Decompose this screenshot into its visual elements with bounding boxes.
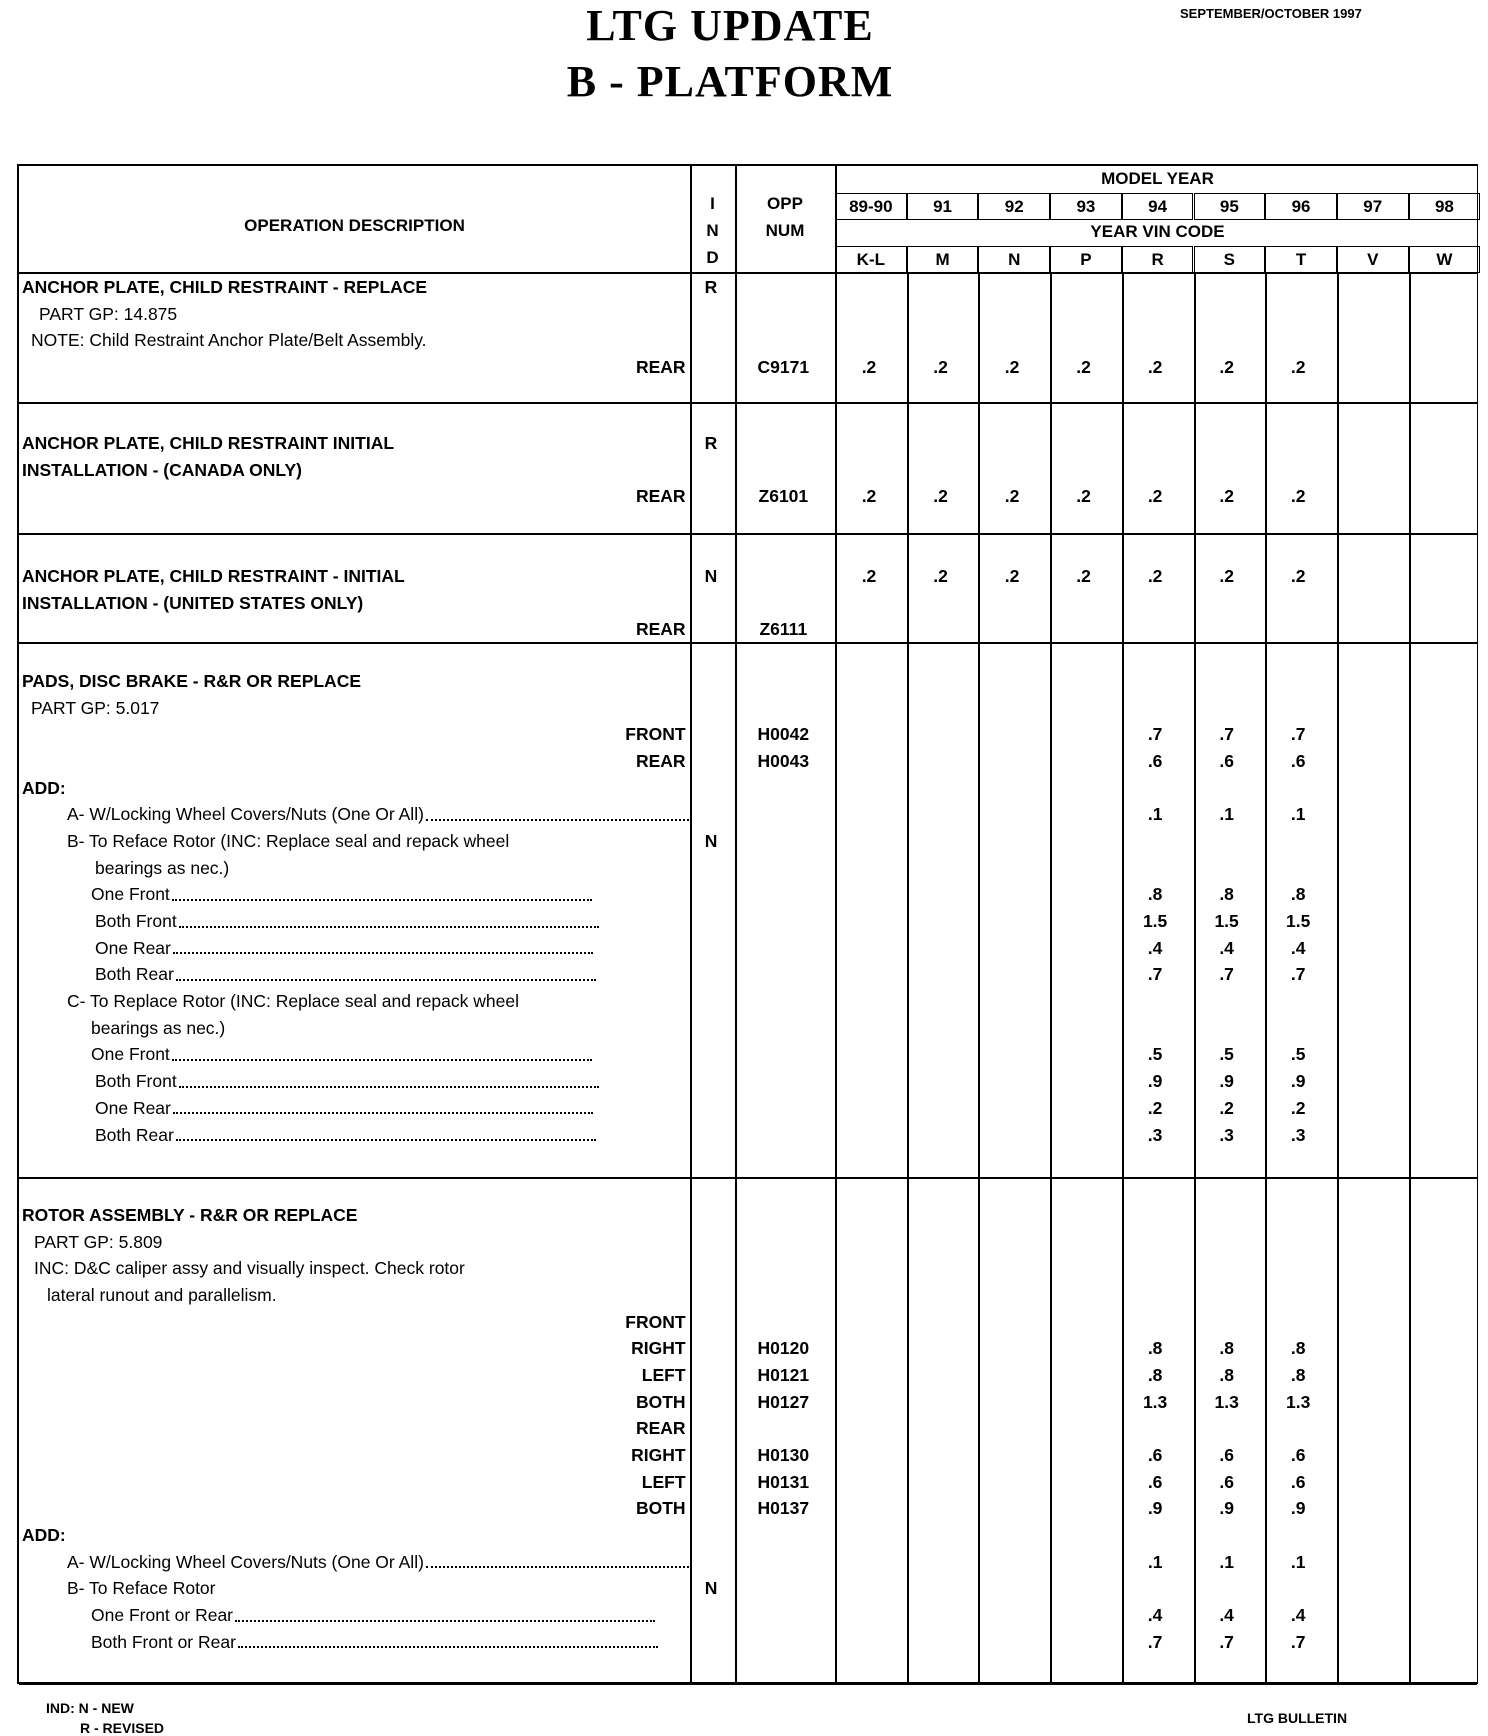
operation-description: [19, 616, 689, 643]
operation-description: [19, 828, 689, 855]
description-text: ADD:: [22, 1525, 66, 1546]
description-text: lateral runout and parallelism.: [47, 1284, 277, 1305]
operation-description: [19, 1229, 689, 1256]
dot-leader: [172, 1059, 592, 1061]
operation-description: [19, 483, 689, 510]
labor-time-value: .4: [1219, 1605, 1234, 1626]
opp-number: H0043: [757, 750, 810, 771]
labor-time-value: .8: [1147, 884, 1163, 905]
description-text: ANCHOR PLATE, CHILD RESTRAINT - REPLACE: [22, 276, 428, 297]
labor-time-value: .2: [1219, 486, 1234, 507]
table-row: [19, 668, 1477, 695]
description-text: PADS, DISC BRAKE - R&R OR REPLACE: [22, 670, 362, 691]
operation-description: [19, 1015, 689, 1042]
year-header: 94: [1122, 193, 1194, 220]
table-row: [19, 327, 1477, 354]
labor-time-value: .6: [1290, 1445, 1306, 1466]
ind-code: R: [704, 432, 718, 453]
labor-time-value: .5: [1219, 1044, 1234, 1065]
labor-time-value: .7: [1290, 724, 1306, 745]
labor-time-value: .1: [1219, 1551, 1234, 1572]
labor-time-value: 1.5: [1142, 911, 1168, 932]
operation-description: [19, 1335, 689, 1362]
vin-code-header: V: [1337, 246, 1409, 273]
labor-time-value: .2: [1219, 1097, 1234, 1118]
labor-time-value: .2: [933, 356, 948, 377]
labor-time-value: .2: [933, 565, 948, 586]
labor-time-value: 1.5: [1285, 911, 1311, 932]
table-row: [19, 430, 1477, 457]
operation-description: [19, 962, 689, 989]
table-row: [19, 1522, 1477, 1549]
opp-number: H0131: [757, 1471, 810, 1492]
opp-number: Z6101: [758, 486, 809, 507]
description-text: One Front: [91, 884, 170, 905]
table-row: [19, 1549, 1477, 1576]
labor-time-value: .8: [1290, 884, 1306, 905]
table-row: [19, 1068, 1477, 1095]
description-text: One Front: [91, 1044, 170, 1065]
operation-description: [19, 801, 689, 828]
year-header: 93: [1050, 193, 1122, 220]
vin-code-header: T: [1265, 246, 1337, 273]
operation-description: [19, 775, 689, 802]
vin-code-header: P: [1050, 246, 1122, 273]
labor-time-value: .9: [1219, 1071, 1234, 1092]
opp-number: Z6111: [759, 619, 808, 640]
table-row: [19, 616, 1477, 643]
vin-code-header: YEAR VIN CODE: [1090, 222, 1225, 241]
table-row: [19, 1042, 1477, 1069]
ind-code: N: [704, 830, 718, 851]
labor-time-value: .8: [1147, 1338, 1163, 1359]
ind-header-i: I: [710, 194, 715, 213]
opp-number: H0127: [757, 1391, 810, 1412]
labor-time-value: .8: [1219, 1338, 1234, 1359]
operation-description: [19, 1255, 689, 1282]
table-row: [19, 962, 1477, 989]
labor-time-value: .9: [1147, 1071, 1163, 1092]
labor-time-value: 1.3: [1286, 1391, 1311, 1412]
operation-description: [19, 1576, 689, 1603]
dot-leader: [176, 1139, 596, 1141]
labor-time-value: .2: [1076, 565, 1091, 586]
labor-time-value: .1: [1219, 804, 1234, 825]
description-text: Both Front: [95, 911, 177, 932]
labor-time-value: .9: [1290, 1498, 1306, 1519]
description-text: INSTALLATION - (CANADA ONLY): [22, 459, 302, 480]
labor-time-value: .6: [1219, 750, 1234, 771]
operation-description: [19, 1389, 689, 1416]
operation-description: [19, 695, 689, 722]
labor-time-value: .2: [1290, 1097, 1306, 1118]
table-row: [19, 801, 1477, 828]
operation-description: [19, 1522, 689, 1549]
dot-leader: [426, 819, 689, 821]
vin-code-header: R: [1122, 246, 1194, 273]
position-label: BOTH: [635, 1391, 686, 1412]
table-row: [19, 828, 1477, 855]
description-text: B- To Reface Rotor (INC: Replace seal and repack wheel: [67, 830, 510, 851]
labor-time-value: .7: [1290, 1631, 1306, 1652]
labor-time-value: .1: [1147, 1551, 1163, 1572]
labor-time-value: .2: [1290, 486, 1306, 507]
labor-time-value: .4: [1290, 1605, 1306, 1626]
labor-time-value: .6: [1290, 750, 1306, 771]
operation-description: [19, 430, 689, 457]
description-text: ROTOR ASSEMBLY - R&R OR REPLACE: [22, 1204, 358, 1225]
position-label: FRONT: [625, 724, 686, 745]
position-label: LEFT: [641, 1364, 686, 1385]
labor-time-value: .5: [1147, 1044, 1163, 1065]
operation-section: [19, 535, 1477, 644]
description-text: bearings as nec.): [95, 857, 230, 878]
vin-code-header: S: [1194, 246, 1266, 273]
operation-description: [19, 1282, 689, 1309]
description-text: Both Front: [95, 1071, 177, 1092]
description-text: INSTALLATION - (UNITED STATES ONLY): [22, 592, 364, 613]
opp-number: H0042: [757, 724, 810, 745]
ind-code: N: [704, 565, 718, 586]
vin-code-header: N: [978, 246, 1050, 273]
labor-time-value: .6: [1219, 1445, 1234, 1466]
labor-time-value: .6: [1219, 1471, 1234, 1492]
operation-description: [19, 1042, 689, 1069]
labor-time-value: .7: [1290, 964, 1306, 985]
operation-description: [19, 1469, 689, 1496]
vin-code-header: K-L: [835, 246, 907, 273]
operation-description: [19, 908, 689, 935]
labor-time-value: .4: [1219, 937, 1234, 958]
opp-number: H0121: [757, 1364, 810, 1385]
labor-time-value: .2: [1147, 356, 1163, 377]
year-header: 92: [978, 193, 1050, 220]
table-row: [19, 1496, 1477, 1523]
labor-time-value: .4: [1147, 1605, 1163, 1626]
operation-description: [19, 1122, 689, 1149]
operation-section: [19, 1179, 1477, 1685]
vin-code-header: M: [907, 246, 979, 273]
table-row: [19, 855, 1477, 882]
labor-time-value: 1.5: [1214, 911, 1239, 932]
labor-time-value: .2: [1076, 486, 1091, 507]
table-row: [19, 1015, 1477, 1042]
description-text: NOTE: Child Restraint Anchor Plate/Belt Assembly.: [31, 330, 427, 351]
dot-leader: [238, 1646, 658, 1648]
description-text: B- To Reface Rotor: [67, 1578, 216, 1599]
labor-time-table: [17, 164, 1478, 1684]
table-row: [19, 1095, 1477, 1122]
operation-description: [19, 1416, 689, 1443]
operation-description: [19, 882, 689, 909]
table-row: [19, 590, 1477, 617]
labor-time-value: .5: [1290, 1044, 1306, 1065]
table-row: [19, 935, 1477, 962]
model-year-header: MODEL YEAR: [1101, 169, 1214, 188]
year-header: 96: [1265, 193, 1337, 220]
table-row: [19, 988, 1477, 1015]
labor-time-value: .6: [1147, 1471, 1163, 1492]
description-text: ANCHOR PLATE, CHILD RESTRAINT - INITIAL: [22, 565, 405, 586]
labor-time-value: .2: [1147, 1097, 1163, 1118]
legend-new: IND: N - NEW: [46, 1700, 134, 1716]
table-row: [19, 1202, 1477, 1229]
labor-time-value: .4: [1147, 937, 1163, 958]
position-label: RIGHT: [631, 1338, 686, 1359]
operation-description: [19, 1362, 689, 1389]
table-row: [19, 1229, 1477, 1256]
table-row: [19, 1629, 1477, 1656]
labor-time-value: .4: [1290, 937, 1306, 958]
opp-header: OPP: [767, 194, 803, 213]
table-row: [19, 1602, 1477, 1629]
labor-time-value: .2: [1290, 356, 1306, 377]
dot-leader: [426, 1566, 689, 1568]
labor-time-value: .2: [1076, 356, 1091, 377]
operation-description: [19, 855, 689, 882]
labor-time-value: .7: [1219, 1631, 1234, 1652]
platform-title: B - PLATFORM: [566, 57, 894, 106]
labor-time-value: .2: [1004, 356, 1020, 377]
position-label: REAR: [635, 486, 686, 507]
table-row: [19, 563, 1477, 590]
labor-time-value: .8: [1290, 1364, 1306, 1385]
ind-header-n: N: [706, 221, 719, 240]
labor-time-value: .7: [1147, 964, 1163, 985]
labor-time-value: .8: [1219, 884, 1234, 905]
operation-description: [19, 1496, 689, 1523]
table-row: [19, 748, 1477, 775]
labor-time-value: .2: [1290, 565, 1306, 586]
labor-time-value: .7: [1219, 964, 1234, 985]
table-row: [19, 1469, 1477, 1496]
operation-description: [19, 354, 689, 381]
table-row: [19, 1389, 1477, 1416]
labor-time-value: .3: [1219, 1124, 1234, 1145]
dot-leader: [179, 926, 599, 928]
table-row: [19, 457, 1477, 484]
operation-description: [19, 988, 689, 1015]
labor-time-value: .9: [1219, 1498, 1234, 1519]
vin-code-header: W: [1409, 246, 1481, 273]
table-row: [19, 1442, 1477, 1469]
labor-time-value: .8: [1219, 1364, 1234, 1385]
num-header: NUM: [765, 221, 805, 240]
table-row: [19, 1122, 1477, 1149]
dot-leader: [173, 952, 593, 954]
table-row: [19, 483, 1477, 510]
labor-time-value: .2: [1147, 565, 1163, 586]
operation-description: [19, 1202, 689, 1229]
table-row: [19, 775, 1477, 802]
issue-date: SEPTEMBER/OCTOBER 1997: [1180, 6, 1362, 21]
table-row: [19, 1362, 1477, 1389]
table-row: [19, 1416, 1477, 1443]
labor-time-value: .3: [1147, 1124, 1163, 1145]
operation-section: [19, 404, 1477, 535]
description-text: INC: D&C caliper assy and visually inspect. Check rotor: [34, 1258, 465, 1279]
legend-revised: R - REVISED: [80, 1720, 165, 1736]
description-text: A- W/Locking Wheel Covers/Nuts (One Or All): [67, 804, 424, 825]
labor-time-value: .6: [1147, 750, 1163, 771]
operation-description: [19, 327, 689, 354]
operation-description: [19, 590, 689, 617]
labor-time-value: .6: [1290, 1471, 1306, 1492]
labor-time-value: .2: [861, 486, 877, 507]
labor-time-value: .7: [1147, 1631, 1163, 1652]
labor-time-value: .9: [1147, 1498, 1163, 1519]
operation-description: [19, 1309, 689, 1336]
labor-time-value: .2: [933, 486, 948, 507]
labor-time-value: .2: [1219, 356, 1234, 377]
labor-time-value: .7: [1219, 724, 1234, 745]
operation-section: [19, 644, 1477, 1179]
ind-code: R: [704, 276, 718, 297]
operation-description: [19, 457, 689, 484]
table-row: [19, 274, 1477, 301]
operation-description: [19, 1442, 689, 1469]
opp-number: C9171: [757, 356, 810, 377]
dot-leader: [173, 1112, 593, 1114]
table-row: [19, 301, 1477, 328]
position-label: REAR: [635, 1418, 686, 1439]
description-text: One Rear: [95, 1097, 171, 1118]
description-text: bearings as nec.): [91, 1017, 226, 1038]
labor-time-value: .1: [1290, 1551, 1306, 1572]
operation-description: [19, 721, 689, 748]
operation-description: [19, 668, 689, 695]
table-body: [19, 274, 1477, 1685]
labor-time-value: 1.3: [1214, 1391, 1239, 1412]
labor-time-value: .1: [1147, 804, 1163, 825]
labor-time-value: .2: [861, 565, 877, 586]
description-text: C- To Replace Rotor (INC: Replace seal and repack wheel: [67, 991, 519, 1012]
operation-description: [19, 748, 689, 775]
description-text: PART GP: 5.809: [34, 1231, 163, 1252]
table-row: [19, 721, 1477, 748]
labor-time-value: .2: [1004, 565, 1020, 586]
ind-header-d: D: [706, 248, 719, 267]
description-text: One Front or Rear: [91, 1605, 233, 1626]
column-divider: [735, 166, 737, 272]
labor-time-value: .8: [1147, 1364, 1163, 1385]
description-text: PART GP: 14.875: [39, 303, 178, 324]
dot-leader: [179, 1086, 599, 1088]
description-text: Both Front or Rear: [91, 1631, 236, 1652]
description-text: One Rear: [95, 937, 171, 958]
year-header: 91: [907, 193, 979, 220]
position-label: RIGHT: [631, 1445, 686, 1466]
table-row: [19, 1576, 1477, 1603]
description-text: Both Rear: [95, 1124, 174, 1145]
position-label: REAR: [635, 619, 686, 640]
year-header: 89-90: [835, 193, 907, 220]
year-header: 95: [1194, 193, 1266, 220]
table-row: [19, 1309, 1477, 1336]
description-text: A- W/Locking Wheel Covers/Nuts (One Or All): [67, 1551, 424, 1572]
labor-time-value: .7: [1147, 724, 1163, 745]
operation-description-header: OPERATION DESCRIPTION: [244, 216, 465, 235]
operation-description: [19, 1602, 689, 1629]
table-row: [19, 882, 1477, 909]
opp-number: H0120: [757, 1338, 810, 1359]
table-row: [19, 908, 1477, 935]
opp-number: H0130: [757, 1445, 810, 1466]
table-row: [19, 1255, 1477, 1282]
description-text: Both Rear: [95, 964, 174, 985]
labor-time-value: .2: [1147, 486, 1163, 507]
description-text: PART GP: 5.017: [31, 697, 160, 718]
dot-leader: [235, 1620, 655, 1622]
labor-time-value: .8: [1290, 1338, 1306, 1359]
table-row: [19, 354, 1477, 381]
table-row: [19, 1335, 1477, 1362]
operation-section: [19, 274, 1477, 404]
position-label: REAR: [635, 356, 686, 377]
document-title: LTG UPDATE: [586, 1, 874, 50]
operation-description: [19, 1068, 689, 1095]
position-label: BOTH: [635, 1498, 686, 1519]
labor-time-value: .1: [1290, 804, 1306, 825]
dot-leader: [172, 899, 592, 901]
operation-description: [19, 935, 689, 962]
description-text: ANCHOR PLATE, CHILD RESTRAINT INITIAL: [22, 432, 395, 453]
ind-code: N: [704, 1578, 718, 1599]
labor-time-value: .2: [861, 356, 877, 377]
operation-description: [19, 274, 689, 301]
operation-description: [19, 301, 689, 328]
labor-time-value: .6: [1147, 1445, 1163, 1466]
labor-time-value: .2: [1219, 565, 1234, 586]
bulletin-label: LTG BULLETIN: [1247, 1710, 1348, 1726]
operation-description: [19, 563, 689, 590]
table-header: [19, 166, 1477, 274]
opp-number: H0137: [757, 1498, 810, 1519]
position-label: REAR: [635, 750, 686, 771]
table-row: [19, 1282, 1477, 1309]
labor-time-value: 1.3: [1142, 1391, 1168, 1412]
table-row: [19, 695, 1477, 722]
labor-time-value: .9: [1290, 1071, 1306, 1092]
dot-leader: [176, 979, 596, 981]
position-label: FRONT: [625, 1311, 686, 1332]
operation-description: [19, 1629, 689, 1656]
year-header: 97: [1337, 193, 1409, 220]
operation-description: [19, 1549, 689, 1576]
labor-time-value: .2: [1004, 486, 1020, 507]
description-text: ADD:: [22, 777, 66, 798]
operation-description: [19, 1095, 689, 1122]
position-label: LEFT: [641, 1471, 686, 1492]
labor-time-value: .3: [1290, 1124, 1306, 1145]
year-header: 98: [1409, 193, 1481, 220]
